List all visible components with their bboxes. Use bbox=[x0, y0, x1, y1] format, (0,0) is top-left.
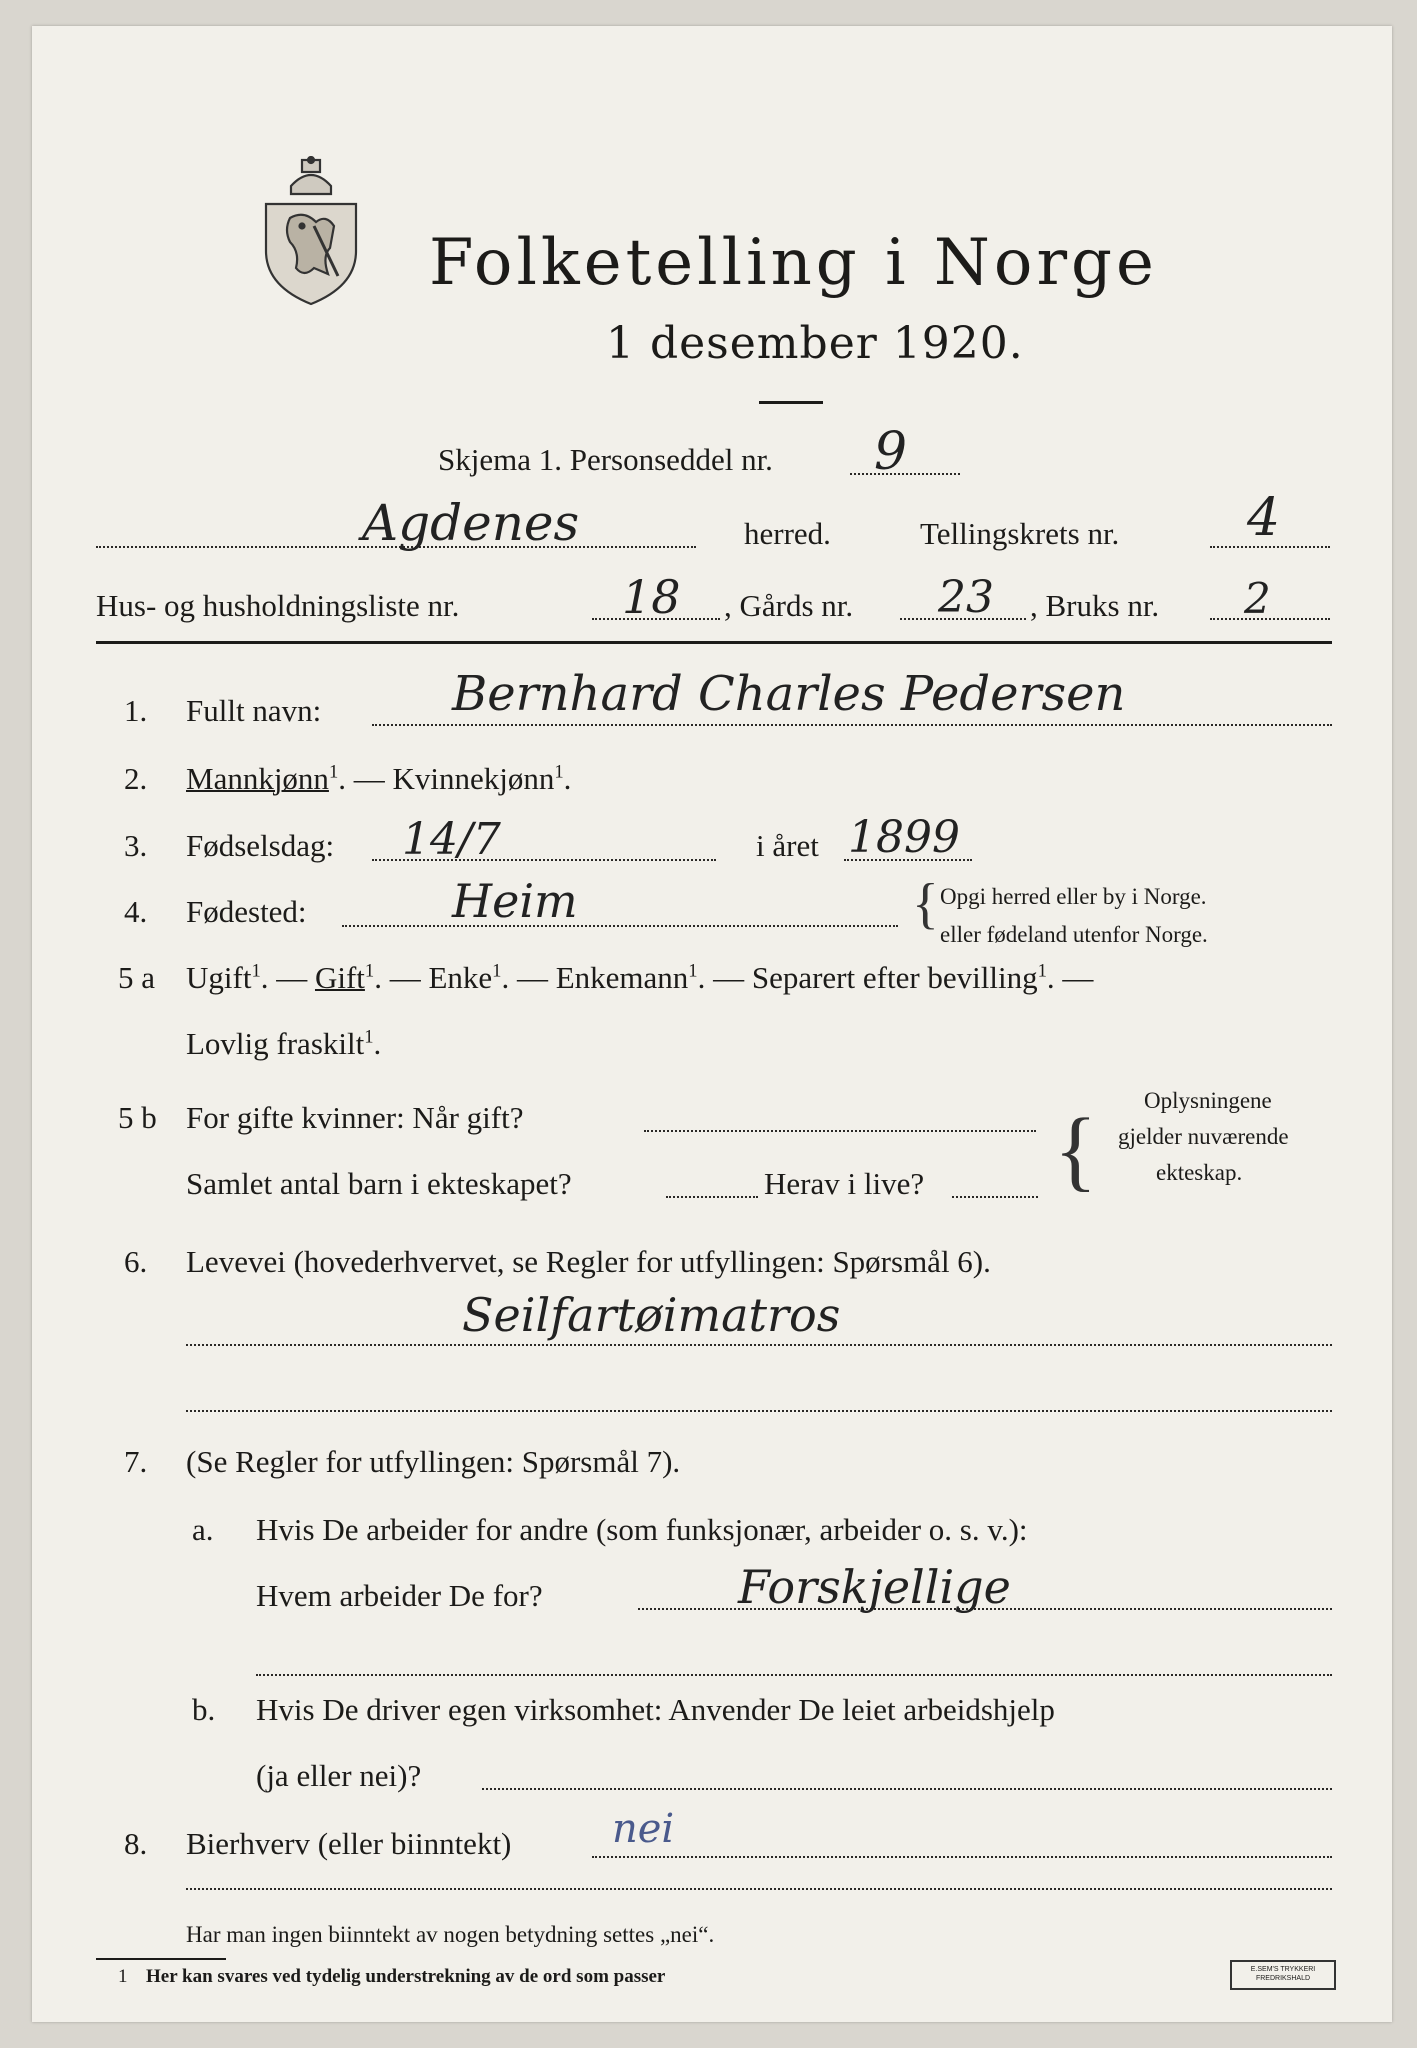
q5a-fraskilt-line: Lovlig fraskilt$^1$. bbox=[186, 1026, 382, 1061]
q5b-note-line-2: gjelder nuværende bbox=[1118, 1124, 1289, 1149]
birth-year-value: 1899 bbox=[848, 812, 960, 863]
norwegian-coat-of-arms-icon bbox=[256, 156, 366, 306]
full-name-value: Bernhard Charles Pedersen bbox=[452, 666, 1126, 722]
q8-label: Bierhverv (eller biinntekt) bbox=[186, 1826, 512, 1861]
q5b-note-line-3: ekteskap. bbox=[1156, 1160, 1243, 1185]
q7a-field-line-2 bbox=[256, 1674, 1332, 1676]
marital-option-fraskilt: Lovlig fraskilt bbox=[186, 1026, 365, 1061]
q5b-label: For gifte kvinner: Når gift? bbox=[186, 1100, 524, 1135]
q4-label: Fødested: bbox=[186, 894, 307, 929]
q5b-children-label: Samlet antal barn i ekteskapet? bbox=[186, 1166, 572, 1201]
q6-number: 6. bbox=[124, 1244, 148, 1279]
footnote-mark: 1 bbox=[118, 1966, 128, 1987]
q5a-marital-options: Ugift$^1$. — Gift$^1$. — Enke$^1$. — Enkemann$^1$. — Separert efter bevilling$^1$. — bbox=[186, 960, 1094, 995]
title-divider bbox=[759, 401, 823, 404]
hus-label: Hus- og husholdningsliste nr. bbox=[96, 588, 460, 623]
q8-field-line bbox=[592, 1856, 1332, 1858]
q5b-children-field-line bbox=[666, 1196, 758, 1198]
q1-label: Fullt navn: bbox=[186, 693, 322, 728]
q6-field-line-1 bbox=[186, 1344, 1332, 1346]
sex-option-female: Kvinnekjønn bbox=[392, 761, 555, 796]
q8-number: 8. bbox=[124, 1826, 148, 1861]
q7a-label: Hvis De arbeider for andre (som funksjonær, arbeider o. s. v.): bbox=[256, 1512, 1028, 1547]
q5a-number: 5 a bbox=[118, 960, 156, 995]
q4-field-line bbox=[342, 925, 898, 927]
header-separator bbox=[96, 641, 1332, 644]
marital-option-enke: Enke bbox=[428, 960, 493, 995]
occupation-value: Seilfartøimatros bbox=[462, 1288, 841, 1342]
q2-separator: . — bbox=[338, 761, 393, 796]
sex-option-male: Mannkjønn bbox=[186, 761, 329, 796]
marital-option-separert: Separert efter bevilling bbox=[751, 960, 1038, 995]
form-title: Folketelling i Norge bbox=[429, 226, 1158, 300]
q7a-who-label: Hvem arbeider De for? bbox=[256, 1578, 543, 1613]
q7-label: (Se Regler for utfyllingen: Spørsmål 7). bbox=[186, 1444, 681, 1479]
employer-value: Forskjellige bbox=[738, 1560, 1011, 1614]
skjema-label: Skjema 1. Personseddel nr. bbox=[438, 442, 773, 477]
q5b-note-brace: { bbox=[1054, 1101, 1098, 1200]
census-form-sheet bbox=[32, 26, 1392, 2022]
herred-label: herred. bbox=[744, 516, 831, 551]
birth-day-value: 14/7 bbox=[402, 814, 501, 865]
hus-value: 18 bbox=[622, 570, 681, 624]
q2-end: . bbox=[563, 761, 572, 796]
q3-label: Fødselsdag: bbox=[186, 828, 335, 863]
bruks-label: , Bruks nr. bbox=[1030, 588, 1160, 623]
q7b-field-line bbox=[482, 1788, 1332, 1790]
q7b-letter: b. bbox=[192, 1692, 216, 1727]
q3-number: 3. bbox=[124, 828, 148, 863]
q8-note: Har man ingen biinntekt av nogen betydning settes „nei“. bbox=[186, 1922, 715, 1947]
census-date: 1 desember 1920. bbox=[606, 318, 1024, 369]
marital-option-enkemann: Enkemann bbox=[555, 960, 689, 995]
q6-label: Levevei (hovederhvervet, se Regler for utfyllingen: Spørsmål 6). bbox=[186, 1244, 991, 1279]
q7b-label: Hvis De driver egen virksomhet: Anvender De leiet arbeidshjelp bbox=[256, 1692, 1055, 1727]
marital-option-gift: Gift bbox=[314, 960, 365, 995]
footnote-text: Her kan svares ved tydelig understrekning av de ord som passer bbox=[146, 1966, 666, 1987]
q8-field-line-2 bbox=[186, 1888, 1332, 1890]
q1-field-line bbox=[372, 724, 1332, 726]
personseddel-number-value: 9 bbox=[874, 422, 908, 482]
q5b-alive-label: Herav i live? bbox=[764, 1166, 925, 1201]
q5b-married-field-line bbox=[644, 1130, 1036, 1132]
q4-number: 4. bbox=[124, 894, 148, 929]
birthplace-value: Heim bbox=[452, 874, 578, 928]
q4-note-line-2: eller fødeland utenfor Norge. bbox=[940, 922, 1208, 947]
bruks-value: 2 bbox=[1244, 574, 1271, 623]
q5b-number: 5 b bbox=[118, 1100, 157, 1135]
printer-stamp bbox=[1230, 1960, 1336, 1990]
secondary-income-value: nei bbox=[612, 1806, 675, 1852]
marital-option-ugift: Ugift bbox=[186, 960, 252, 995]
printer-stamp-text: E.SEM'S TRYKKERI FREDRIKSHALD bbox=[1250, 1966, 1316, 1982]
tellingskrets-value: 4 bbox=[1247, 488, 1281, 548]
q5b-alive-field-line bbox=[952, 1196, 1038, 1198]
q2-number: 2. bbox=[124, 761, 148, 796]
q7a-letter: a. bbox=[192, 1512, 214, 1547]
q4-note-line-1: Opgi herred eller by i Norge. bbox=[940, 884, 1207, 909]
herred-value: Agdenes bbox=[362, 494, 580, 552]
footnote-rule bbox=[96, 1958, 226, 1960]
q2-sex-options: Mannkjønn$^1$. — Kvinnekjønn$^1$. bbox=[186, 761, 572, 796]
q5b-note-line-1: Oplysningene bbox=[1144, 1088, 1272, 1113]
tellingskrets-label: Tellingskrets nr. bbox=[920, 516, 1120, 551]
gards-value: 23 bbox=[938, 572, 994, 623]
gards-label: , Gårds nr. bbox=[724, 588, 854, 623]
q6-field-line-2 bbox=[186, 1410, 1332, 1412]
q7b-sub-label: (ja eller nei)? bbox=[256, 1758, 422, 1793]
q7-number: 7. bbox=[124, 1444, 148, 1479]
q4-note-brace: { bbox=[912, 873, 939, 935]
q1-number: 1. bbox=[124, 693, 148, 728]
q3-year-label: i året bbox=[756, 828, 819, 863]
